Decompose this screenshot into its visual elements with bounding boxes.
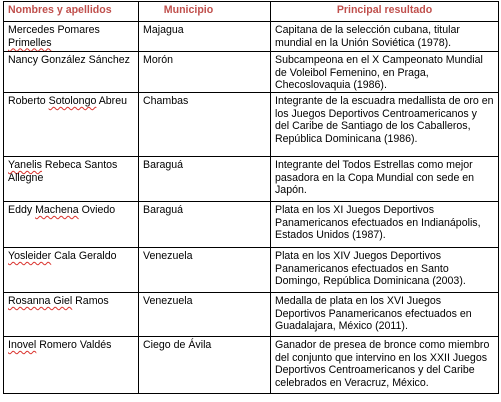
result-cell: Integrante del Todos Estrellas como mejor pasadora en la Copa Mundial con sede en Japón. [271,157,499,202]
name-cell: Roberto Sotolongo Abreu [4,93,139,157]
result-cell: Plata en los XI Juegos Deportivos Panamericanos efectuados en Indianápolis, Estados Unidos (1987). [271,202,499,248]
name-cell: Yosleider Cala Geraldo [4,248,139,293]
municipality-cell: Majagua [139,22,271,52]
table-row [4,337,499,394]
name-cell: Eddy Machena Oviedo [4,202,139,248]
result-cell: Ganador de presea de bronce como miembro del conjunto que intervino en los XXII Juegos Deportivos Centroamericanos y del Caribe celebrados en Veracruz, México. [271,337,499,394]
municipality-cell: Ciego de Ávila [139,337,271,394]
municipality-cell: Baraguá [139,202,271,248]
header-result: Principal resultado [271,2,499,22]
athletes-table [3,1,499,394]
name-cell: Nancy González Sánchez [4,52,139,93]
result-cell: Medalla de plata en los XVI Juegos Deportivos Panamericanos efectuados en Guadalajara, México (2011). [271,293,499,337]
table-row [4,157,499,202]
municipality-cell: Chambas [139,93,271,157]
municipality-cell: Venezuela [139,248,271,293]
result-cell: Subcampeona en el X Campeonato Mundial de Voleibol Femenino, en Praga, Checoslovaquia (1986). [271,52,499,93]
name-cell: Rosanna Giel Ramos [4,293,139,337]
table-row [4,22,499,52]
result-cell: Plata en los XIV Juegos Deportivos Panamericanos efectuados en Santo Domingo, República Dominicana (2003). [271,248,499,293]
table-row [4,248,499,293]
municipality-cell: Morón [139,52,271,93]
name-cell: Inovel Romero Valdés [4,337,139,394]
result-cell: Integrante de la escuadra medallista de oro en los Juegos Deportivos Centroamericanos y del Caribe de Santiago de los Caballeros, República Dominicana (1986). [271,93,499,157]
table-row [4,52,499,93]
municipality-cell: Venezuela [139,293,271,337]
table-row [4,293,499,337]
header-name: Nombres y apellidos [4,2,139,22]
header-municipality: Municipio [139,2,271,22]
table-row [4,93,499,157]
municipality-cell: Baraguá [139,157,271,202]
result-cell: Capitana de la selección cubana, titular mundial en la Unión Soviética (1978). [271,22,499,52]
name-cell: Yanelis Rebeca Santos Allegne [4,157,139,202]
table-row [4,202,499,248]
header-row [4,2,499,22]
name-cell: Mercedes Pomares Primelles [4,22,139,52]
